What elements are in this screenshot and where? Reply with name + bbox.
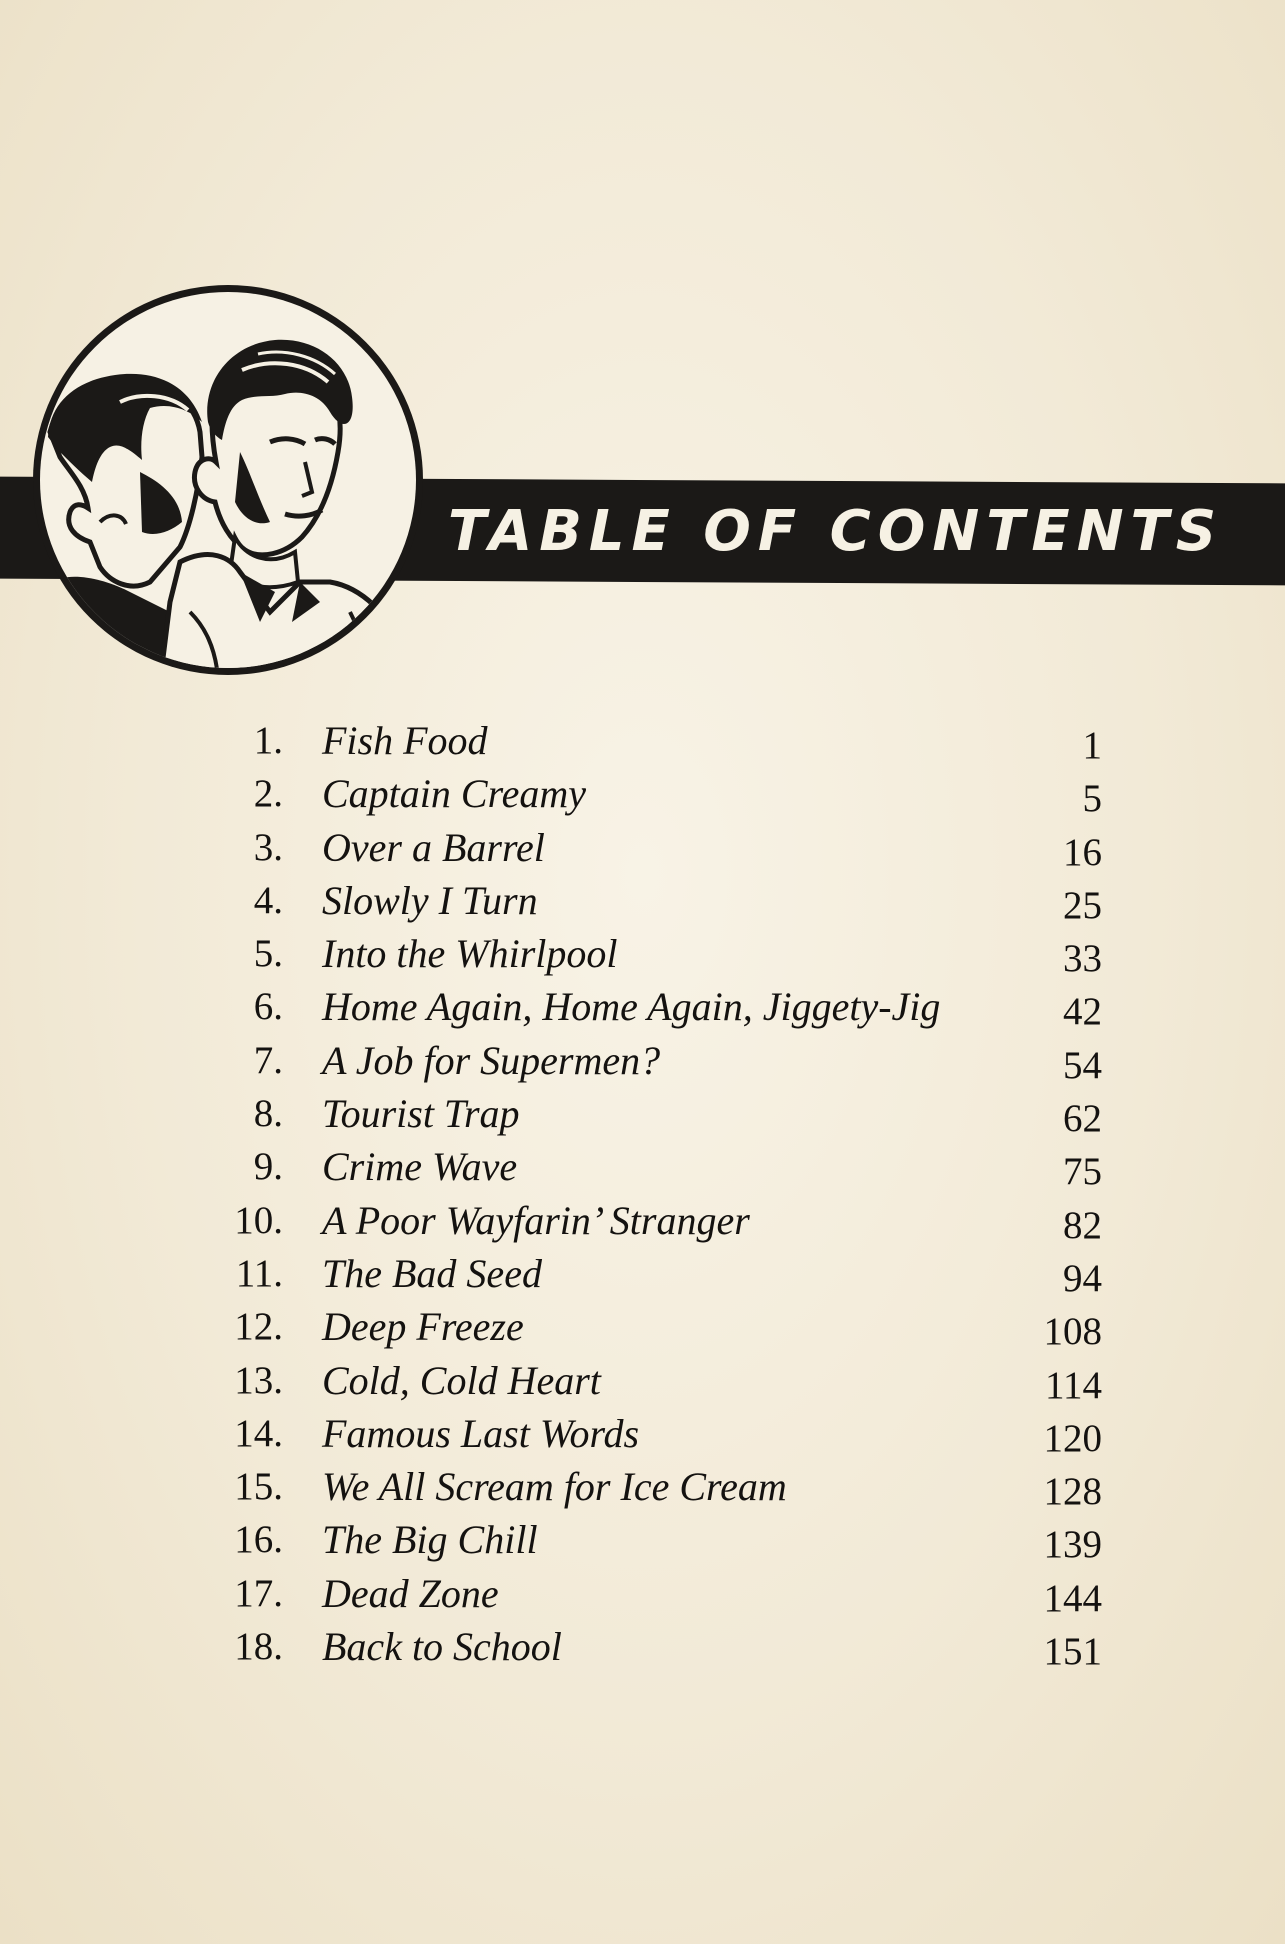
chapter-page-number: 114 bbox=[1044, 1363, 1102, 1407]
toc-entry bbox=[0, 1087, 1285, 1140]
toc-entry bbox=[0, 1567, 1285, 1620]
toc-entry bbox=[0, 1407, 1285, 1460]
chapter-number: 5. bbox=[253, 932, 283, 976]
chapter-number: 7. bbox=[253, 1038, 283, 1082]
chapter-number: 1. bbox=[253, 719, 283, 762]
chapter-page-number: 33 bbox=[1063, 937, 1102, 981]
chapter-number: 13. bbox=[234, 1358, 283, 1402]
chapter-title: Back to School bbox=[322, 1624, 562, 1670]
chapter-title: Fish Food bbox=[322, 718, 488, 763]
chapter-page-number: 16 bbox=[1063, 830, 1102, 874]
chapter-page-number: 75 bbox=[1063, 1150, 1102, 1194]
chapter-number: 12. bbox=[234, 1305, 283, 1349]
chapter-page-number: 128 bbox=[1043, 1470, 1102, 1514]
chapter-number: 8. bbox=[253, 1092, 283, 1136]
chapter-title: Into the Whirlpool bbox=[322, 931, 618, 977]
chapter-page-number: 151 bbox=[1043, 1630, 1102, 1674]
toc-entry bbox=[0, 1247, 1285, 1300]
page-title: TABLE OF CONTENTS bbox=[448, 499, 1224, 564]
chapter-title: Captain Creamy bbox=[322, 771, 587, 817]
chapter-number: 6. bbox=[253, 985, 283, 1029]
chapter-title: We All Scream for Ice Cream bbox=[322, 1464, 787, 1510]
toc-entry bbox=[0, 1140, 1285, 1193]
chapter-title: A Poor Wayfarin’ Stranger bbox=[322, 1197, 750, 1243]
chapter-page-number: 108 bbox=[1043, 1310, 1102, 1354]
toc-entry bbox=[0, 1620, 1285, 1673]
toc-entry bbox=[0, 821, 1285, 874]
chapter-title: Crime Wave bbox=[322, 1144, 518, 1190]
chapter-page-number: 94 bbox=[1063, 1256, 1102, 1300]
chapter-number: 4. bbox=[253, 878, 283, 922]
chapter-number: 9. bbox=[253, 1145, 283, 1189]
chapter-number: 3. bbox=[253, 825, 283, 869]
chapter-number: 11. bbox=[235, 1251, 283, 1295]
chapter-title: Deep Freeze bbox=[322, 1304, 524, 1350]
chapter-page-number: 5 bbox=[1082, 777, 1102, 821]
chapter-title: Home Again, Home Again, Jiggety-Jig bbox=[322, 984, 941, 1030]
toc-entry bbox=[0, 1513, 1285, 1566]
chapter-page-number: 139 bbox=[1043, 1523, 1102, 1567]
toc-entry bbox=[0, 1460, 1285, 1513]
toc-entry bbox=[0, 1300, 1285, 1353]
chapter-title: Dead Zone bbox=[322, 1570, 499, 1616]
chapter-page-number: 54 bbox=[1063, 1043, 1102, 1087]
chapter-title: The Bad Seed bbox=[322, 1250, 542, 1296]
toc-entry bbox=[0, 927, 1285, 980]
toc-entry bbox=[0, 1354, 1285, 1407]
chapter-page-number: 82 bbox=[1063, 1203, 1102, 1247]
chapter-title: Cold, Cold Heart bbox=[322, 1357, 601, 1403]
chapter-page-number: 120 bbox=[1043, 1416, 1102, 1460]
table-of-contents bbox=[0, 714, 1285, 1673]
chapter-page-number: 144 bbox=[1043, 1576, 1102, 1620]
chapter-page-number: 42 bbox=[1063, 990, 1102, 1034]
chapter-title: Slowly I Turn bbox=[322, 877, 538, 923]
chapter-number: 16. bbox=[234, 1518, 283, 1562]
two-boys-portrait-icon bbox=[30, 282, 426, 678]
toc-entry bbox=[0, 767, 1285, 820]
toc-entry bbox=[0, 980, 1285, 1033]
chapter-number: 10. bbox=[234, 1198, 283, 1242]
toc-entry bbox=[0, 714, 1285, 767]
chapter-page-number: 25 bbox=[1063, 883, 1102, 927]
toc-entry bbox=[0, 874, 1285, 927]
chapter-title: The Big Chill bbox=[322, 1517, 538, 1563]
toc-entry bbox=[0, 1194, 1285, 1247]
chapter-title: Over a Barrel bbox=[322, 824, 545, 870]
chapter-page-number: 62 bbox=[1063, 1097, 1102, 1141]
chapter-title: Famous Last Words bbox=[322, 1410, 640, 1456]
chapter-number: 17. bbox=[234, 1571, 283, 1615]
chapter-number: 14. bbox=[234, 1411, 283, 1455]
chapter-number: 15. bbox=[234, 1465, 283, 1509]
chapter-title: Tourist Trap bbox=[322, 1091, 520, 1137]
chapter-number: 18. bbox=[234, 1625, 283, 1669]
chapter-page-number: 1 bbox=[1082, 724, 1102, 767]
toc-entry bbox=[0, 1034, 1285, 1087]
chapter-title: A Job for Supermen? bbox=[322, 1037, 661, 1083]
chapter-number: 2. bbox=[253, 772, 283, 816]
